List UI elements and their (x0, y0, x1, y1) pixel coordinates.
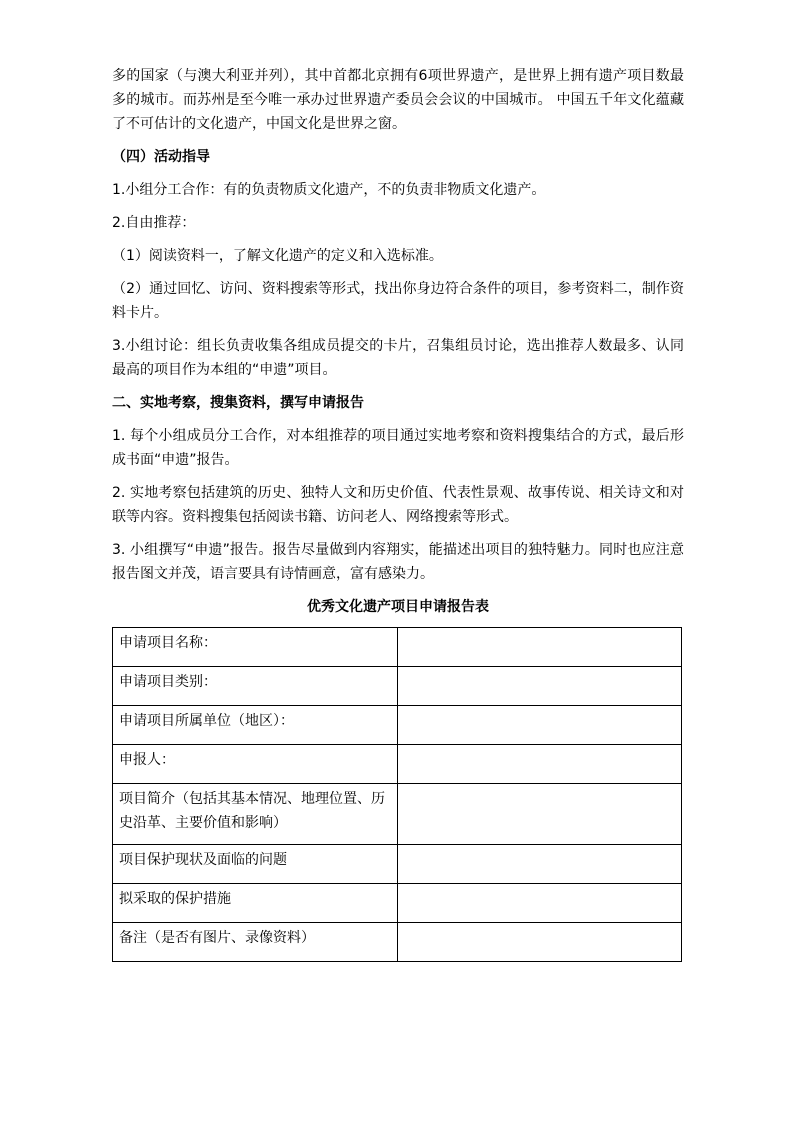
table-title: 优秀文化遗产项目申请报告表 (307, 599, 489, 615)
activity-item-2: 2.自由推荐： (112, 215, 196, 231)
intro-paragraph: 多的国家（与澳大利亚并列），其中首都北京拥有6项世界遗产，是世界上拥有遗产项目数最多的城市。而苏州是至今唯一承办过世界遗产委员会会议的中国城市。 中国五千年文化蕴藏了不可估计的文化遗产，中国文化是世界之窗。 (112, 68, 684, 132)
row-value-project-intro[interactable] (397, 784, 682, 845)
row-value-applicant[interactable] (397, 745, 682, 784)
section-heading-activity-guide: （四）活动指导 (112, 149, 210, 165)
table-row (113, 628, 682, 667)
row-label-protection-status: 项目保护现状及面临的问题 (113, 845, 398, 884)
table-row (113, 884, 682, 923)
row-label-project-category: 申请项目类别： (113, 667, 398, 706)
document-page (112, 64, 684, 962)
row-value-project-category[interactable] (397, 667, 682, 706)
row-value-project-name[interactable] (397, 628, 682, 667)
activity-item-1: 1.小组分工合作：有的负责物质文化遗产，不的负责非物质文化遗产。 (112, 182, 546, 198)
row-label-remarks: 备注（是否有图片、录像资料） (113, 923, 398, 962)
activity-item-2-2: （2）通过回忆、访问、资料搜索等形式，找出你身边符合条件的项目，参考资料二，制作资料卡片。 (112, 281, 684, 321)
activity-item-2-1: （1）阅读资料一，了解文化遗产的定义和入选标准。 (112, 248, 443, 264)
row-label-applicant: 申报人： (113, 745, 398, 784)
row-value-protection-measures[interactable] (397, 884, 682, 923)
table-row (113, 784, 682, 845)
row-label-project-name: 申请项目名称： (113, 628, 398, 667)
table-row (113, 745, 682, 784)
table-row (113, 845, 682, 884)
section-heading-field-study: 二、实地考察，搜集资料，撰写申请报告 (112, 395, 364, 411)
field-study-item-1: 1. 每个小组成员分工合作，对本组推荐的项目通过实地考察和资料搜集结合的方式，最后形成书面“申遗”报告。 (112, 428, 684, 468)
activity-item-3: 3.小组讨论：组长负责收集各组成员提交的卡片，召集组员讨论，选出推荐人数最多、认同最高的项目作为本组的“申遗”项目。 (112, 338, 684, 378)
row-value-protection-status[interactable] (397, 845, 682, 884)
row-value-project-unit[interactable] (397, 706, 682, 745)
table-row (113, 923, 682, 962)
row-label-protection-measures: 拟采取的保护措施 (113, 884, 398, 923)
field-study-item-2: 2. 实地考察包括建筑的历史、独特人文和历史价值、代表性景观、故事传说、相关诗文和对联等内容。资料搜集包括阅读书籍、访问老人、网络搜索等形式。 (112, 485, 684, 525)
table-row (113, 667, 682, 706)
table-row (113, 706, 682, 745)
row-label-project-unit: 申请项目所属单位（地区）： (113, 706, 398, 745)
field-study-item-3: 3. 小组撰写“申遗”报告。报告尽量做到内容翔实，能描述出项目的独特魅力。同时也应注意报告图文并茂，语言要具有诗情画意，富有感染力。 (112, 542, 684, 582)
row-label-project-intro: 项目简介（包括其基本情况、地理位置、历史沿革、主要价值和影响） (113, 784, 398, 845)
row-value-remarks[interactable] (397, 923, 682, 962)
application-report-table (112, 627, 682, 962)
